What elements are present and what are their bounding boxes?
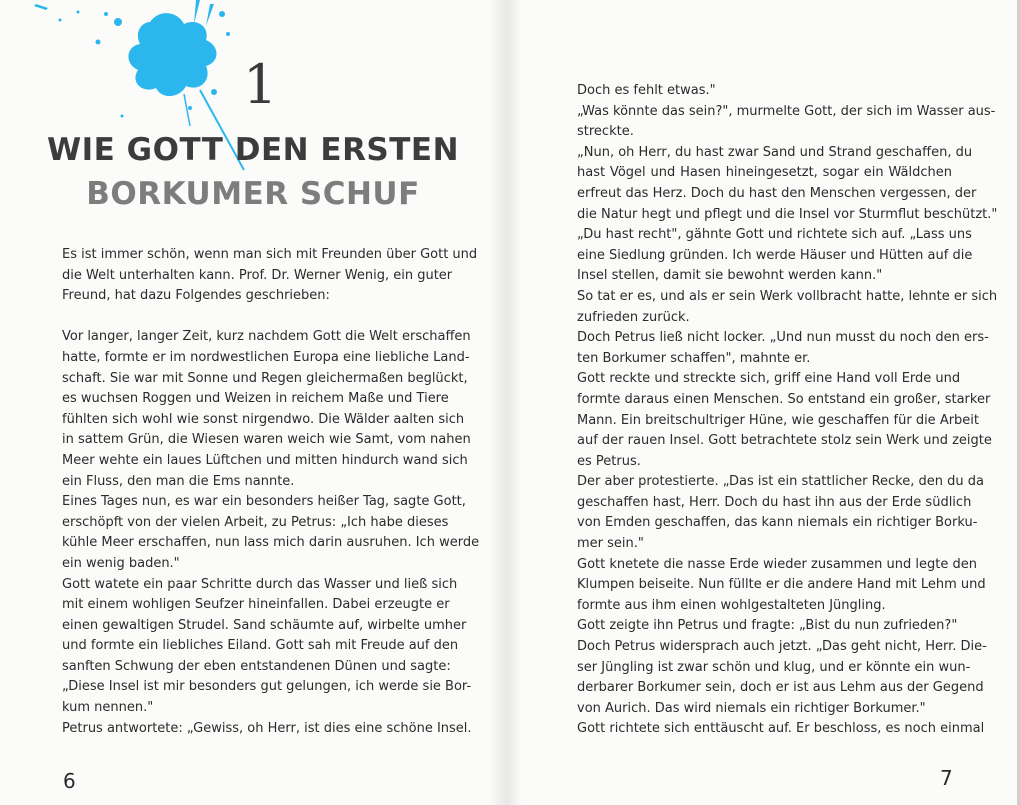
body-line: „Was könnte das sein?", murmelte Gott, der sich im Wasser aus-	[577, 103, 996, 119]
body-line: „Diese Insel ist mir besonders gut gelungen, ich werde sie Bor-	[62, 679, 472, 695]
left-page	[0, 0, 506, 805]
body-line: geschaffen hast, Herr. Doch du hast ihn aus der Erde südlich	[577, 494, 972, 510]
body-line: zufrieden zurück.	[577, 309, 690, 325]
body-line: erschöpft von der vielen Arbeit, zu Petrus: „Ich habe dieses	[62, 514, 449, 530]
body-line: So tat er es, und als er sein Werk vollbracht hatte, lehnte er sich	[577, 288, 998, 304]
body-line: Vor langer, langer Zeit, kurz nachdem Gott die Welt erschaffen	[62, 329, 471, 345]
body-line: die Natur hegt und pflegt und die Insel vor Sturmflut beschützt."	[577, 206, 998, 222]
body-line: mer sein."	[577, 536, 644, 552]
body-line: Doch Petrus ließ nicht locker. „Und nun musst du noch den ers-	[577, 330, 989, 346]
body-line: mit einem wohligen Seufzer hineinfallen. Dabei erzeugte er	[62, 597, 450, 613]
body-line: kühle Meer erschaffen, nun lass mich darin ausruhen. Ich werde	[62, 535, 480, 551]
body-line: Doch es fehlt etwas."	[577, 83, 716, 98]
body-line: ein Fluss, den man die Ems nannte.	[62, 473, 295, 489]
page-number-right: 7	[940, 766, 953, 790]
body-line: Petrus antwortete: „Gewiss, oh Herr, ist dies eine schöne Insel.	[62, 720, 472, 736]
body-line: Gott knetete die nasse Erde wieder zusammen und legte den	[577, 556, 977, 572]
body-line: Eines Tages nun, es war ein besonders heißer Tag, sagte Gott,	[62, 494, 466, 510]
body-line: formte daraus einen Menschen. So entstand ein großer, starker	[577, 391, 991, 407]
body-line: die Welt unterhalten kann. Prof. Dr. Werner Wenig, ein guter	[62, 267, 453, 283]
body-line: hatte, formte er im nordwestlichen Europa eine liebliche Land-	[62, 349, 470, 365]
body-line: Gott zeigte ihn Petrus und fragte: „Bist du nun zufrieden?"	[577, 618, 958, 634]
chapter-title	[0, 128, 506, 216]
body-line: Freund, hat dazu Folgendes geschrieben:	[62, 288, 330, 304]
body-line: ten Borkumer schaffen", mahnte er.	[577, 350, 811, 366]
body-line: derbarer Borkumer sein, doch er ist aus Lehm aus der Gegend	[577, 680, 984, 696]
body-line: von Emden geschaffen, das kann niemals ein richtiger Borku-	[577, 515, 978, 531]
body-line: schaft. Sie war mit Sonne und Regen gleichermaßen beglückt,	[62, 370, 468, 386]
chapter-title-line-2: BORKUMER SCHUF	[86, 176, 420, 212]
body-line: und formte ein liebliches Eiland. Gott sah mit Freude auf den	[62, 638, 459, 654]
body-line: formte aus ihm einen wohlgestalteten Jüngling.	[577, 597, 886, 613]
body-line: Gott watete ein paar Schritte durch das Wasser und ließ sich	[62, 576, 458, 592]
body-line: Es ist immer schön, wenn man sich mit Freunden über Gott und	[62, 247, 478, 262]
right-page-body	[577, 81, 998, 740]
body-line: Insel stellen, damit sie bewohnt werden kann."	[577, 268, 883, 284]
body-line: Gott richtete sich enttäuscht auf. Er beschloss, es noch einmal	[577, 721, 985, 737]
body-line: kum nennen."	[62, 700, 154, 716]
body-line: einen gewaltigen Strudel. Sand schäumte auf, wirbelte umher	[62, 617, 467, 633]
body-line: hast Vögel und Hasen hineingesetzt, sogar ein Wäldchen	[577, 165, 952, 181]
body-line: fühlten sich wohl wie sonst nirgendwo. Die Wälder aalten sich	[62, 411, 465, 427]
chapter-number: 1	[243, 53, 278, 116]
body-line: Der aber protestierte. „Das ist ein stattlicher Recke, den du da	[577, 474, 984, 490]
chapter-title-line-1: WIE GOTT DEN ERSTEN	[46, 132, 460, 168]
body-line: sanften Schwung der eben entstandenen Dünen und sagte:	[62, 658, 451, 674]
body-line: Mann. Ein breitschultriger Hüne, wie geschaffen für die Arbeit	[577, 412, 980, 428]
body-line: „Nun, oh Herr, du hast zwar Sand und Strand geschaffen, du	[577, 144, 973, 160]
body-line: „Du hast recht", gähnte Gott und richtete sich auf. „Lass uns	[577, 227, 972, 243]
body-line: von Aurich. Das wird niemals ein richtiger Borkumer."	[577, 700, 926, 716]
left-page-body	[62, 245, 480, 739]
body-line: es Petrus.	[577, 453, 641, 469]
body-line: streckte.	[577, 124, 634, 140]
body-line: in sattem Grün, die Wiesen waren weich wie Samt, vom nahen	[62, 432, 471, 448]
body-line: erfreut das Herz. Doch du hast den Menschen vergessen, der	[577, 185, 977, 201]
body-line: eine Siedlung gründen. Ich werde Häuser und Hütten auf die	[577, 247, 973, 263]
body-line: Gott reckte und streckte sich, griff eine Hand voll Erde und	[577, 371, 961, 387]
body-line: auf der rauen Insel. Gott betrachtete stolz sein Werk und zeigte	[577, 433, 992, 449]
body-line: es wuchsen Roggen und Weizen in reichem Maße und Tiere	[62, 391, 449, 407]
body-line: Meer wehte ein laues Lüftchen und mitten hindurch wand sich	[62, 452, 468, 468]
body-line: ein wenig baden."	[62, 555, 180, 571]
body-line: Doch Petrus widersprach auch jetzt. „Das geht nicht, Herr. Die-	[577, 639, 987, 655]
body-line: Klumpen beiseite. Nun füllte er die andere Hand mit Lehm und	[577, 577, 986, 593]
body-line: ser Jüngling ist zwar schön und klug, und er könnte ein wun-	[577, 659, 971, 675]
page-number-left: 6	[63, 769, 76, 793]
